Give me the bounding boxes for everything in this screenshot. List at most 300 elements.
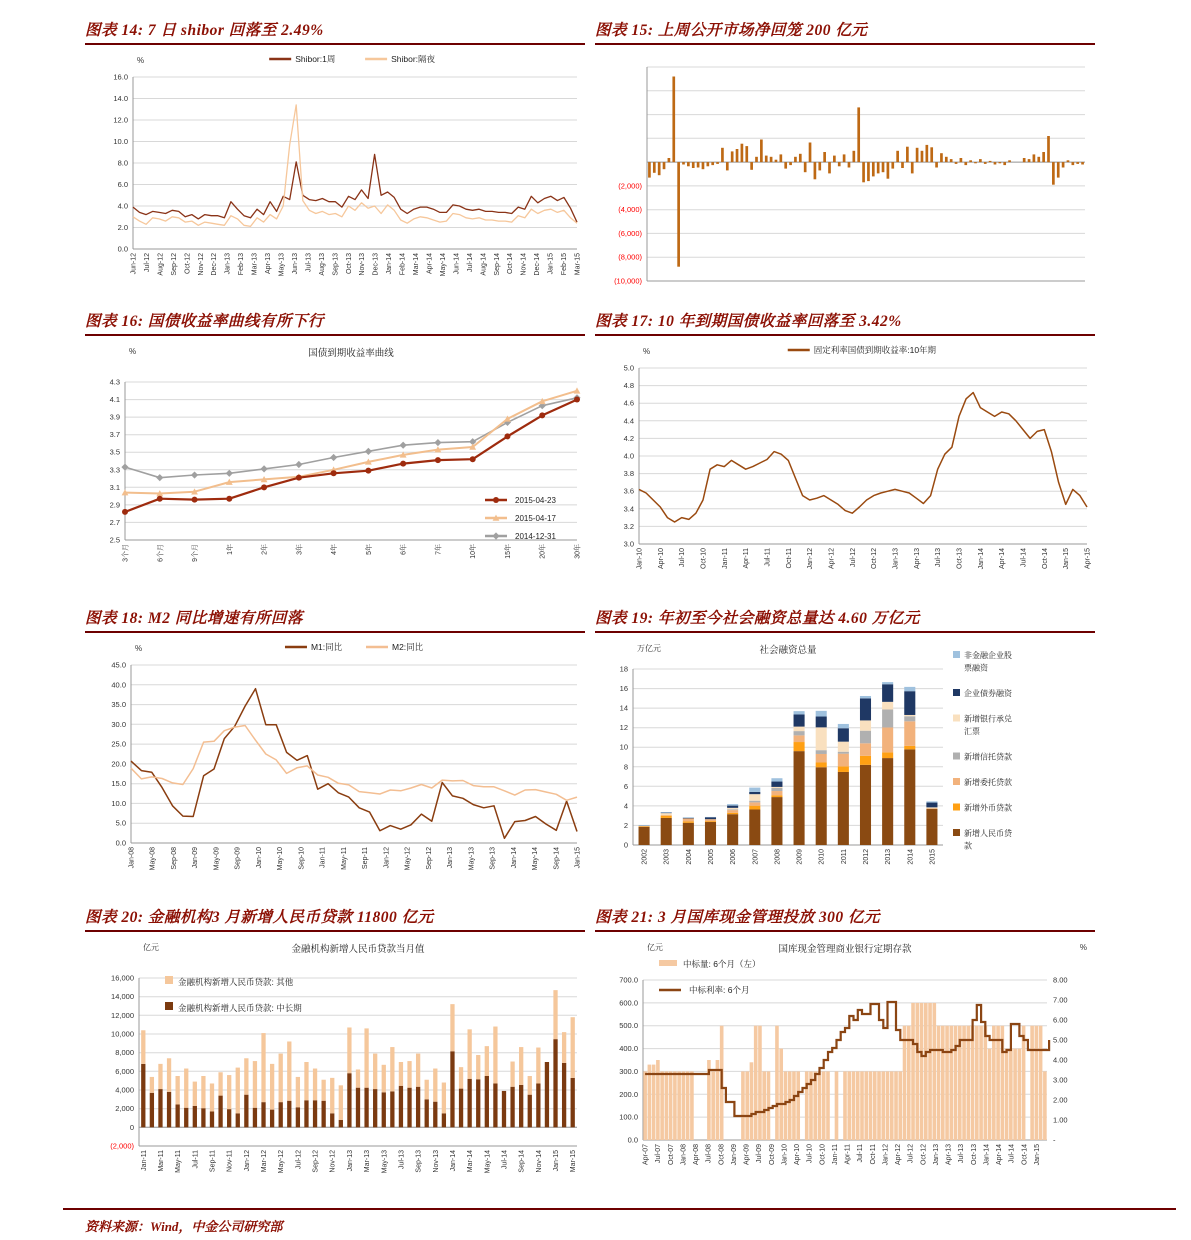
svg-text:Oct-14: Oct-14 <box>507 253 515 275</box>
svg-text:3.9: 3.9 <box>109 412 120 422</box>
svg-text:亿元: 亿元 <box>647 943 663 952</box>
svg-text:2.0: 2.0 <box>117 223 128 232</box>
svg-text:Jul-12: Jul-12 <box>295 1150 303 1170</box>
chart-20-title: 图表 20: 金融机构3 月新增人民币贷款 11800 亿元 <box>85 905 585 932</box>
chart-17-title: 图表 17: 10 年到期国债收益率回落至 3.42% <box>595 309 1095 336</box>
svg-text:Jul-14: Jul-14 <box>501 1150 509 1170</box>
svg-text:2006: 2006 <box>730 849 738 865</box>
svg-text:8: 8 <box>623 762 628 772</box>
svg-text:2.5: 2.5 <box>109 535 120 545</box>
svg-text:Jan-11: Jan-11 <box>721 548 729 569</box>
svg-text:Mar-14: Mar-14 <box>467 1150 475 1173</box>
svg-text:Jan-11: Jan-11 <box>140 1150 148 1171</box>
svg-text:Jan-12: Jan-12 <box>383 847 391 869</box>
svg-text:May-14: May-14 <box>484 1150 492 1174</box>
svg-text:(2,000): (2,000) <box>110 1141 134 1151</box>
svg-text:%: % <box>1079 943 1087 952</box>
svg-text:4.6: 4.6 <box>623 398 634 408</box>
chart-20-figure <box>85 934 585 1198</box>
svg-text:3个月: 3个月 <box>122 544 130 562</box>
svg-text:Oct-11: Oct-11 <box>869 1144 877 1165</box>
svg-text:20.0: 20.0 <box>111 759 126 769</box>
svg-text:May-11: May-11 <box>175 1150 183 1173</box>
svg-text:Jun-13: Jun-13 <box>291 253 299 275</box>
svg-text:(10,000): (10,000) <box>614 276 642 286</box>
svg-text:Feb-15: Feb-15 <box>561 253 569 276</box>
svg-text:1.00: 1.00 <box>1053 1115 1068 1125</box>
svg-text:Jan-09: Jan-09 <box>730 1144 738 1166</box>
svg-text:Apr-11: Apr-11 <box>844 1144 852 1165</box>
svg-text:Jul-10: Jul-10 <box>679 548 687 568</box>
svg-text:Jan-10: Jan-10 <box>781 1144 789 1166</box>
svg-text:Oct-12: Oct-12 <box>871 548 879 570</box>
svg-text:Sep-08: Sep-08 <box>170 847 178 870</box>
chart-20-panel <box>85 905 585 1198</box>
svg-text:4.3: 4.3 <box>109 377 120 387</box>
chart-17-panel <box>595 309 1095 594</box>
svg-text:0: 0 <box>129 1122 134 1132</box>
svg-text:Jan-14: Jan-14 <box>386 253 394 275</box>
svg-text:12,000: 12,000 <box>111 1010 134 1020</box>
svg-text:3.00: 3.00 <box>1053 1075 1068 1085</box>
svg-text:2010: 2010 <box>818 849 826 865</box>
svg-text:5.0: 5.0 <box>115 818 126 828</box>
svg-text:3.2: 3.2 <box>623 521 634 531</box>
svg-text:16: 16 <box>619 684 628 694</box>
svg-text:Aug-12: Aug-12 <box>157 253 165 276</box>
svg-text:Aug-14: Aug-14 <box>480 253 488 276</box>
svg-text:0.0: 0.0 <box>627 1135 638 1145</box>
svg-text:Jul-09: Jul-09 <box>756 1144 764 1164</box>
svg-text:M2:同比: M2:同比 <box>392 642 424 652</box>
svg-text:M1:同比: M1:同比 <box>310 642 343 652</box>
svg-text:Oct-08: Oct-08 <box>718 1144 726 1166</box>
svg-text:Apr-15: Apr-15 <box>1084 548 1092 570</box>
svg-text:Sep-14: Sep-14 <box>493 253 501 276</box>
svg-text:2002: 2002 <box>641 849 649 865</box>
svg-text:3.6: 3.6 <box>623 486 634 496</box>
chart-21-panel <box>595 905 1095 1198</box>
svg-text:6年: 6年 <box>400 544 408 555</box>
svg-text:Apr-13: Apr-13 <box>945 1144 953 1166</box>
svg-text:Jan-14: Jan-14 <box>977 548 985 570</box>
svg-text:12: 12 <box>619 723 628 733</box>
svg-text:400.0: 400.0 <box>619 1044 638 1054</box>
svg-text:Sep-12: Sep-12 <box>312 1150 320 1173</box>
svg-text:-: - <box>1053 1135 1056 1145</box>
svg-text:固定利率国债到期收益率:10年期: 固定利率国债到期收益率:10年期 <box>813 345 937 355</box>
svg-text:Sep-11: Sep-11 <box>362 847 370 870</box>
svg-text:2.00: 2.00 <box>1053 1095 1068 1105</box>
svg-text:Apr-07: Apr-07 <box>642 1144 650 1166</box>
svg-text:Dec-13: Dec-13 <box>372 253 380 276</box>
svg-text:4: 4 <box>623 801 628 811</box>
svg-text:2014: 2014 <box>907 849 915 865</box>
svg-text:2014-12-31: 2014-12-31 <box>515 532 556 541</box>
svg-text:Apr-13: Apr-13 <box>265 253 273 275</box>
svg-text:10: 10 <box>619 742 628 752</box>
svg-text:新增信托贷款: 新增信托贷款 <box>964 752 1012 762</box>
svg-text:Jan-08: Jan-08 <box>680 1144 688 1166</box>
svg-text:6: 6 <box>623 781 628 791</box>
svg-text:3.1: 3.1 <box>109 482 120 492</box>
svg-text:6个月: 6个月 <box>157 544 165 562</box>
svg-text:%: % <box>137 56 145 65</box>
svg-text:%: % <box>643 347 651 356</box>
svg-text:Jul-12: Jul-12 <box>907 1144 915 1164</box>
svg-text:5.00: 5.00 <box>1053 1035 1068 1045</box>
svg-text:Jan-14: Jan-14 <box>983 1144 991 1166</box>
svg-text:7年: 7年 <box>435 544 443 555</box>
chart-14-title: 图表 14: 7 日 shibor 回落至 2.49% <box>85 18 585 45</box>
chart-19-panel <box>595 606 1095 893</box>
svg-text:Jul-11: Jul-11 <box>192 1150 200 1169</box>
svg-text:8,000: 8,000 <box>115 1048 134 1058</box>
svg-text:Jul-14: Jul-14 <box>1020 548 1028 568</box>
svg-text:Jul-08: Jul-08 <box>705 1144 713 1164</box>
chart-15-figure <box>595 47 1095 297</box>
svg-text:3.7: 3.7 <box>109 430 120 440</box>
chart-15-panel <box>595 18 1095 297</box>
svg-text:4.4: 4.4 <box>623 416 634 426</box>
svg-text:16,000: 16,000 <box>111 973 134 983</box>
svg-text:Mar-15: Mar-15 <box>570 1150 578 1173</box>
svg-text:10,000: 10,000 <box>111 1029 134 1039</box>
chart-19-figure <box>595 635 1095 893</box>
svg-text:Oct-09: Oct-09 <box>768 1144 776 1166</box>
svg-text:35.0: 35.0 <box>111 700 126 710</box>
svg-text:Jan-15: Jan-15 <box>1063 548 1071 570</box>
svg-text:6.0: 6.0 <box>117 180 128 189</box>
svg-text:Sep-09: Sep-09 <box>234 847 242 870</box>
svg-text:May-12: May-12 <box>278 1150 286 1174</box>
svg-text:May-11: May-11 <box>340 847 348 870</box>
svg-text:Jun-14: Jun-14 <box>453 253 461 275</box>
svg-text:(6,000): (6,000) <box>618 228 642 238</box>
svg-text:2.9: 2.9 <box>109 500 120 510</box>
svg-text:%: % <box>129 347 137 356</box>
svg-text:Jul-07: Jul-07 <box>655 1144 663 1164</box>
svg-text:Apr-14: Apr-14 <box>996 1144 1004 1166</box>
svg-text:(2,000): (2,000) <box>618 181 642 191</box>
svg-text:新增委托贷款: 新增委托贷款 <box>964 778 1012 787</box>
svg-text:4.2: 4.2 <box>623 433 634 443</box>
svg-text:Jan-10: Jan-10 <box>636 548 644 570</box>
svg-text:0.0: 0.0 <box>117 244 128 254</box>
svg-text:2015-04-17: 2015-04-17 <box>515 514 556 523</box>
svg-text:5年: 5年 <box>365 544 373 555</box>
svg-text:May-13: May-13 <box>278 253 286 277</box>
svg-text:Oct-10: Oct-10 <box>700 548 708 570</box>
svg-text:非金融企业股: 非金融企业股 <box>964 651 1012 660</box>
svg-text:Sep-13: Sep-13 <box>489 847 497 870</box>
svg-text:4年: 4年 <box>331 544 339 555</box>
svg-text:30.0: 30.0 <box>111 719 126 729</box>
svg-text:汇票: 汇票 <box>964 727 980 736</box>
svg-text:15.0: 15.0 <box>111 779 126 789</box>
svg-text:Apr-09: Apr-09 <box>743 1144 751 1166</box>
svg-text:国债到期收益率曲线: 国债到期收益率曲线 <box>308 348 394 359</box>
svg-text:Jul-13: Jul-13 <box>958 1144 966 1164</box>
svg-text:Sep-12: Sep-12 <box>170 253 178 276</box>
svg-text:Oct-13: Oct-13 <box>956 548 964 570</box>
svg-text:Oct-07: Oct-07 <box>667 1144 675 1166</box>
svg-text:14,000: 14,000 <box>111 992 134 1002</box>
svg-text:Sep-11: Sep-11 <box>209 1150 217 1173</box>
svg-text:May-14: May-14 <box>532 847 540 871</box>
chart-18-figure <box>85 635 585 893</box>
svg-text:Oct-14: Oct-14 <box>1041 548 1049 570</box>
svg-text:Jul-14: Jul-14 <box>466 253 474 273</box>
svg-text:Jan-14: Jan-14 <box>510 847 518 869</box>
chart-16-figure <box>85 338 585 594</box>
svg-text:Sep-10: Sep-10 <box>298 847 306 870</box>
svg-text:100.0: 100.0 <box>619 1112 638 1122</box>
svg-text:Mar-15: Mar-15 <box>574 253 582 276</box>
chart-16-title: 图表 16: 国债收益率曲线有所下行 <box>85 309 585 336</box>
svg-text:2013: 2013 <box>885 849 893 865</box>
svg-text:Nov-14: Nov-14 <box>520 253 528 276</box>
svg-text:Apr-10: Apr-10 <box>657 548 665 570</box>
svg-text:15年: 15年 <box>504 544 512 559</box>
svg-text:Sep-14: Sep-14 <box>518 1150 526 1173</box>
svg-text:500.0: 500.0 <box>619 1021 638 1031</box>
svg-text:Jul-12: Jul-12 <box>849 548 857 568</box>
svg-text:Jul-13: Jul-13 <box>935 548 943 568</box>
svg-text:Sep-13: Sep-13 <box>415 1150 423 1173</box>
svg-text:新增外币贷款: 新增外币贷款 <box>964 803 1012 813</box>
svg-text:Jan-13: Jan-13 <box>224 253 232 275</box>
svg-text:Nov-13: Nov-13 <box>359 253 367 276</box>
svg-text:4.00: 4.00 <box>1053 1055 1068 1065</box>
chart-18-panel <box>85 606 585 893</box>
svg-text:Jan-15: Jan-15 <box>547 253 555 275</box>
svg-text:Apr-13: Apr-13 <box>913 548 921 570</box>
svg-text:14.0: 14.0 <box>113 94 128 103</box>
svg-text:Jul-11: Jul-11 <box>857 1144 865 1163</box>
svg-text:5.0: 5.0 <box>623 363 634 373</box>
svg-text:2009: 2009 <box>796 849 804 865</box>
svg-text:May-09: May-09 <box>213 847 221 871</box>
svg-text:2007: 2007 <box>752 849 760 865</box>
svg-text:Jul-11: Jul-11 <box>764 548 772 567</box>
svg-text:Nov-12: Nov-12 <box>197 253 205 276</box>
svg-text:May-13: May-13 <box>468 847 476 871</box>
chart-21-figure <box>595 934 1095 1198</box>
svg-text:Shibor:隔夜: Shibor:隔夜 <box>391 54 436 64</box>
svg-text:700.0: 700.0 <box>619 975 638 985</box>
svg-text:国库现金管理商业银行定期存款: 国库现金管理商业银行定期存款 <box>778 944 912 955</box>
svg-text:2.7: 2.7 <box>109 517 120 527</box>
chart-17-figure <box>595 338 1095 594</box>
svg-text:4.1: 4.1 <box>109 395 120 405</box>
svg-text:Jan-14: Jan-14 <box>449 1150 457 1172</box>
source-note-text: 资料来源：Wind，中金公司研究部 <box>85 1219 283 1234</box>
svg-text:6,000: 6,000 <box>115 1066 134 1076</box>
svg-text:3.4: 3.4 <box>623 504 634 514</box>
svg-text:2008: 2008 <box>774 849 782 865</box>
svg-text:18: 18 <box>619 664 628 674</box>
svg-text:Jan-10: Jan-10 <box>255 847 263 869</box>
svg-text:(4,000): (4,000) <box>618 205 642 215</box>
svg-text:3年: 3年 <box>296 544 304 555</box>
svg-text:3.8: 3.8 <box>623 469 634 479</box>
svg-text:Apr-12: Apr-12 <box>895 1144 903 1166</box>
svg-text:6.00: 6.00 <box>1053 1015 1068 1025</box>
svg-text:300.0: 300.0 <box>619 1066 638 1076</box>
svg-text:25.0: 25.0 <box>111 739 126 749</box>
svg-text:Feb-13: Feb-13 <box>238 253 246 276</box>
svg-text:Sep-14: Sep-14 <box>553 847 561 870</box>
svg-text:Apr-10: Apr-10 <box>794 1144 802 1166</box>
svg-text:金融机构新增人民币贷款当月值: 金融机构新增人民币贷款当月值 <box>291 944 425 955</box>
svg-text:Jul-13: Jul-13 <box>305 253 313 273</box>
svg-text:Nov-11: Nov-11 <box>226 1150 234 1173</box>
svg-text:9个月: 9个月 <box>192 544 200 562</box>
svg-text:30年: 30年 <box>574 544 582 559</box>
svg-text:4.8: 4.8 <box>623 381 634 391</box>
svg-text:2,000: 2,000 <box>115 1104 134 1114</box>
svg-text:14: 14 <box>619 703 628 713</box>
svg-text:社会融资总量: 社会融资总量 <box>759 645 817 656</box>
svg-text:Jun-12: Jun-12 <box>130 253 138 275</box>
svg-text:Jul-10: Jul-10 <box>806 1144 814 1164</box>
svg-text:8.00: 8.00 <box>1053 975 1068 985</box>
svg-text:3.3: 3.3 <box>109 465 120 475</box>
svg-text:Jan-12: Jan-12 <box>882 1144 890 1166</box>
chart-14-figure <box>85 47 585 297</box>
svg-text:20年: 20年 <box>539 544 547 559</box>
svg-text:4.0: 4.0 <box>623 451 634 461</box>
svg-text:Apr-14: Apr-14 <box>999 548 1007 570</box>
svg-text:Sep-12: Sep-12 <box>425 847 433 870</box>
svg-text:2004: 2004 <box>685 849 693 865</box>
svg-text:Oct-10: Oct-10 <box>819 1144 827 1166</box>
svg-text:Jan-15: Jan-15 <box>553 1150 561 1172</box>
svg-text:亿元: 亿元 <box>143 943 159 952</box>
svg-text:Mar-12: Mar-12 <box>261 1150 269 1173</box>
svg-text:(8,000): (8,000) <box>618 252 642 262</box>
svg-text:May-10: May-10 <box>277 847 285 871</box>
svg-text:2015: 2015 <box>929 849 937 865</box>
svg-text:Sep-13: Sep-13 <box>332 253 340 276</box>
svg-text:45.0: 45.0 <box>111 660 126 670</box>
svg-text:Feb-14: Feb-14 <box>399 253 407 276</box>
svg-text:Mar-13: Mar-13 <box>364 1150 372 1173</box>
svg-text:2: 2 <box>623 820 628 830</box>
svg-text:Nov-12: Nov-12 <box>329 1150 337 1173</box>
svg-text:Jul-13: Jul-13 <box>398 1150 406 1170</box>
svg-text:May-12: May-12 <box>404 847 412 871</box>
svg-text:16.0: 16.0 <box>113 72 128 82</box>
svg-text:中标量: 6个月（左）: 中标量: 6个月（左） <box>683 959 761 969</box>
svg-text:Oct-12: Oct-12 <box>920 1144 928 1166</box>
svg-text:Jan-13: Jan-13 <box>932 1144 940 1166</box>
svg-text:Apr-12: Apr-12 <box>828 548 836 570</box>
svg-text:Nov-14: Nov-14 <box>535 1150 543 1173</box>
svg-text:May-08: May-08 <box>149 847 157 871</box>
svg-text:Mar-11: Mar-11 <box>157 1150 165 1172</box>
svg-text:款: 款 <box>964 841 972 851</box>
svg-text:May-14: May-14 <box>439 253 447 277</box>
svg-text:Apr-11: Apr-11 <box>743 548 751 569</box>
svg-text:企业债券融资: 企业债券融资 <box>964 689 1012 698</box>
chart-15-title: 图表 15: 上周公开市场净回笼 200 亿元 <box>595 18 1095 45</box>
svg-text:Mar-14: Mar-14 <box>413 253 421 276</box>
svg-text:新增银行承兑: 新增银行承兑 <box>964 714 1012 724</box>
svg-text:40.0: 40.0 <box>111 680 126 690</box>
svg-text:10.0: 10.0 <box>111 798 126 808</box>
svg-text:2003: 2003 <box>663 849 671 865</box>
svg-text:Jan-15: Jan-15 <box>1033 1144 1041 1166</box>
svg-text:万亿元: 万亿元 <box>637 644 661 653</box>
svg-text:0.0: 0.0 <box>115 838 126 848</box>
svg-text:200.0: 200.0 <box>619 1089 638 1099</box>
svg-text:Jan-13: Jan-13 <box>892 548 900 570</box>
svg-text:Jan-08: Jan-08 <box>128 847 136 869</box>
svg-text:Dec-12: Dec-12 <box>211 253 219 276</box>
svg-text:2011: 2011 <box>840 849 848 865</box>
svg-text:1年: 1年 <box>226 544 234 555</box>
chart-19-title: 图表 19: 年初至今社会融资总量达 4.60 万亿元 <box>595 606 1095 633</box>
svg-text:0: 0 <box>623 840 628 850</box>
chart-14-panel <box>85 18 585 297</box>
svg-text:金融机构新增人民币贷款: 中长期: 金融机构新增人民币贷款: 中长期 <box>178 1003 302 1013</box>
svg-text:4,000: 4,000 <box>115 1085 134 1095</box>
svg-text:7.00: 7.00 <box>1053 995 1068 1005</box>
svg-text:600.0: 600.0 <box>619 998 638 1008</box>
svg-text:May-13: May-13 <box>381 1150 389 1174</box>
svg-text:中标利率: 6个月: 中标利率: 6个月 <box>689 985 750 995</box>
chart-16-panel <box>85 309 585 594</box>
svg-text:Oct-13: Oct-13 <box>345 253 353 275</box>
charts-grid <box>0 18 1191 1198</box>
chart-18-title: 图表 18: M2 同比增速有所回落 <box>85 606 585 633</box>
svg-text:Jan-11: Jan-11 <box>319 847 327 868</box>
svg-text:8.0: 8.0 <box>117 158 128 168</box>
svg-text:Aug-13: Aug-13 <box>318 253 326 276</box>
svg-text:Jan-12: Jan-12 <box>243 1150 251 1172</box>
svg-text:Jul-12: Jul-12 <box>143 253 151 273</box>
svg-text:10年: 10年 <box>470 544 478 559</box>
svg-text:票融资: 票融资 <box>964 663 988 673</box>
svg-text:Jan-12: Jan-12 <box>807 548 815 570</box>
source-note <box>63 1208 1176 1235</box>
svg-text:Oct-14: Oct-14 <box>1021 1144 1029 1166</box>
svg-text:Jan-13: Jan-13 <box>447 847 455 869</box>
svg-text:Apr-14: Apr-14 <box>426 253 434 275</box>
svg-text:%: % <box>135 644 143 653</box>
svg-text:2005: 2005 <box>708 849 715 865</box>
chart-21-title: 图表 21: 3 月国库现金管理投放 300 亿元 <box>595 905 1095 932</box>
svg-text:Jan-09: Jan-09 <box>192 847 200 869</box>
svg-text:Shibor:1周: Shibor:1周 <box>295 54 336 64</box>
svg-text:Jan-15: Jan-15 <box>574 847 582 869</box>
svg-text:Jan-13: Jan-13 <box>346 1150 354 1172</box>
svg-text:Jan-11: Jan-11 <box>831 1144 839 1165</box>
svg-text:2015-04-23: 2015-04-23 <box>515 496 556 505</box>
svg-text:Oct-13: Oct-13 <box>970 1144 978 1166</box>
svg-text:3.5: 3.5 <box>109 447 120 457</box>
svg-text:Oct-12: Oct-12 <box>184 253 192 275</box>
svg-text:Mar-13: Mar-13 <box>251 253 259 276</box>
svg-text:4.0: 4.0 <box>117 201 128 211</box>
svg-text:Apr-08: Apr-08 <box>693 1144 701 1166</box>
svg-text:Dec-14: Dec-14 <box>534 253 542 276</box>
svg-text:2012: 2012 <box>863 849 870 865</box>
svg-text:Nov-13: Nov-13 <box>432 1150 440 1173</box>
svg-text:Jul-14: Jul-14 <box>1008 1144 1016 1164</box>
